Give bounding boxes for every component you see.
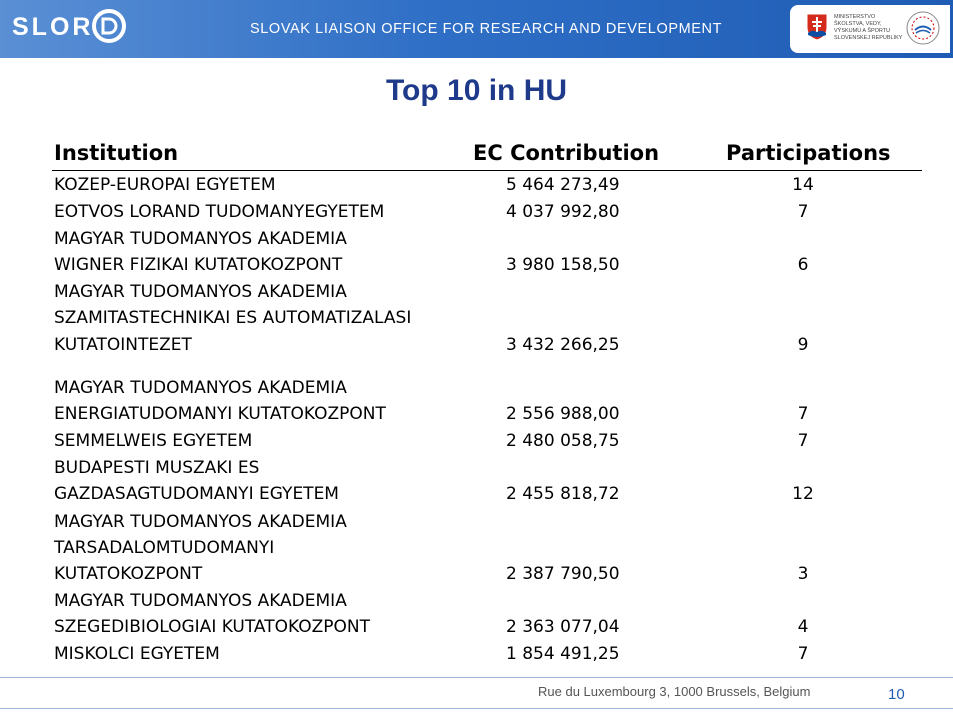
institution-name: TARSADALOMTUDOMANYI xyxy=(54,538,275,558)
institution-name: KUTATOINTEZET xyxy=(54,335,192,355)
ec-contribution: 3 980 158,50 xyxy=(506,255,620,275)
institution-name: SEMMELWEIS EGYETEM xyxy=(54,431,253,451)
participations: 7 xyxy=(797,431,809,451)
seal-icon xyxy=(906,11,940,45)
participations: 7 xyxy=(797,404,809,424)
ec-contribution: 3 432 266,25 xyxy=(506,335,620,355)
ec-contribution: 4 037 992,80 xyxy=(506,202,620,222)
institution-name: MAGYAR TUDOMANYOS AKADEMIA xyxy=(54,282,347,302)
page-number: 10 xyxy=(888,686,905,703)
institution-name: SZEGEDIBIOLOGIAI KUTATOKOZPONT xyxy=(54,617,370,637)
institution-name: MAGYAR TUDOMANYOS AKADEMIA xyxy=(54,591,347,611)
footer-address: Rue du Luxembourg 3, 1000 Brussels, Belgium xyxy=(538,684,811,699)
footer-divider-bottom xyxy=(0,708,953,709)
participations: 12 xyxy=(792,484,814,504)
participations: 7 xyxy=(797,644,809,664)
participations: 14 xyxy=(792,175,814,195)
participations: 6 xyxy=(797,255,809,275)
ministry-logo xyxy=(790,5,950,53)
ministry-text: MINISTERSTVO ŠKOLSTVA, VEDY, VÝSKUMU A ŠPORTU SLOVENSKEJ REPUBLIKY xyxy=(834,14,903,41)
column-header-institution: Institution xyxy=(54,141,179,165)
ec-contribution: 2 455 818,72 xyxy=(506,484,620,504)
institution-name: EOTVOS LORAND TUDOMANYEGYETEM xyxy=(54,202,385,222)
institution-name: KOZEP-EUROPAI EGYETEM xyxy=(54,175,276,195)
ec-contribution: 1 854 491,25 xyxy=(506,644,620,664)
institution-name: WIGNER FIZIKAI KUTATOKOZPONT xyxy=(54,255,343,275)
ec-contribution: 5 464 273,49 xyxy=(506,175,620,195)
institution-name: GAZDASAGTUDOMANYI EGYETEM xyxy=(54,484,339,504)
institution-name: SZAMITASTECHNIKAI ES AUTOMATIZALASI xyxy=(54,308,412,328)
ec-contribution: 2 387 790,50 xyxy=(506,564,620,584)
slovak-coat-of-arms-icon xyxy=(806,13,828,41)
institution-name: MAGYAR TUDOMANYOS AKADEMIA xyxy=(54,229,347,249)
column-header-ec-contribution: EC Contribution xyxy=(473,141,660,165)
slord-logo-text: SLOR xyxy=(12,13,94,41)
column-header-participations: Participations xyxy=(726,141,891,165)
participations: 3 xyxy=(797,564,809,584)
institution-name: MAGYAR TUDOMANYOS AKADEMIA xyxy=(54,378,347,398)
institution-name: BUDAPESTI MUSZAKI ES xyxy=(54,458,260,478)
institution-name: MAGYAR TUDOMANYOS AKADEMIA xyxy=(54,512,347,532)
participations: 4 xyxy=(797,617,809,637)
participations: 9 xyxy=(797,335,809,355)
participations: 7 xyxy=(797,202,809,222)
institution-name: MISKOLCI EGYETEM xyxy=(54,644,220,664)
header-title: SLOVAK LIAISON OFFICE FOR RESEARCH AND DEVELOPMENT xyxy=(250,21,723,37)
header-banner xyxy=(0,0,953,58)
ec-contribution: 2 556 988,00 xyxy=(506,404,620,424)
ec-contribution: 2 480 058,75 xyxy=(506,431,620,451)
page-title: Top 10 in HU xyxy=(385,74,568,107)
institution-name: ENERGIATUDOMANYI KUTATOKOZPONT xyxy=(54,404,386,424)
ec-contribution: 2 363 077,04 xyxy=(506,617,620,637)
slord-logo-icon xyxy=(92,9,126,43)
header-divider xyxy=(52,170,922,171)
institution-name: KUTATOKOZPONT xyxy=(54,564,203,584)
footer-divider xyxy=(0,677,953,678)
